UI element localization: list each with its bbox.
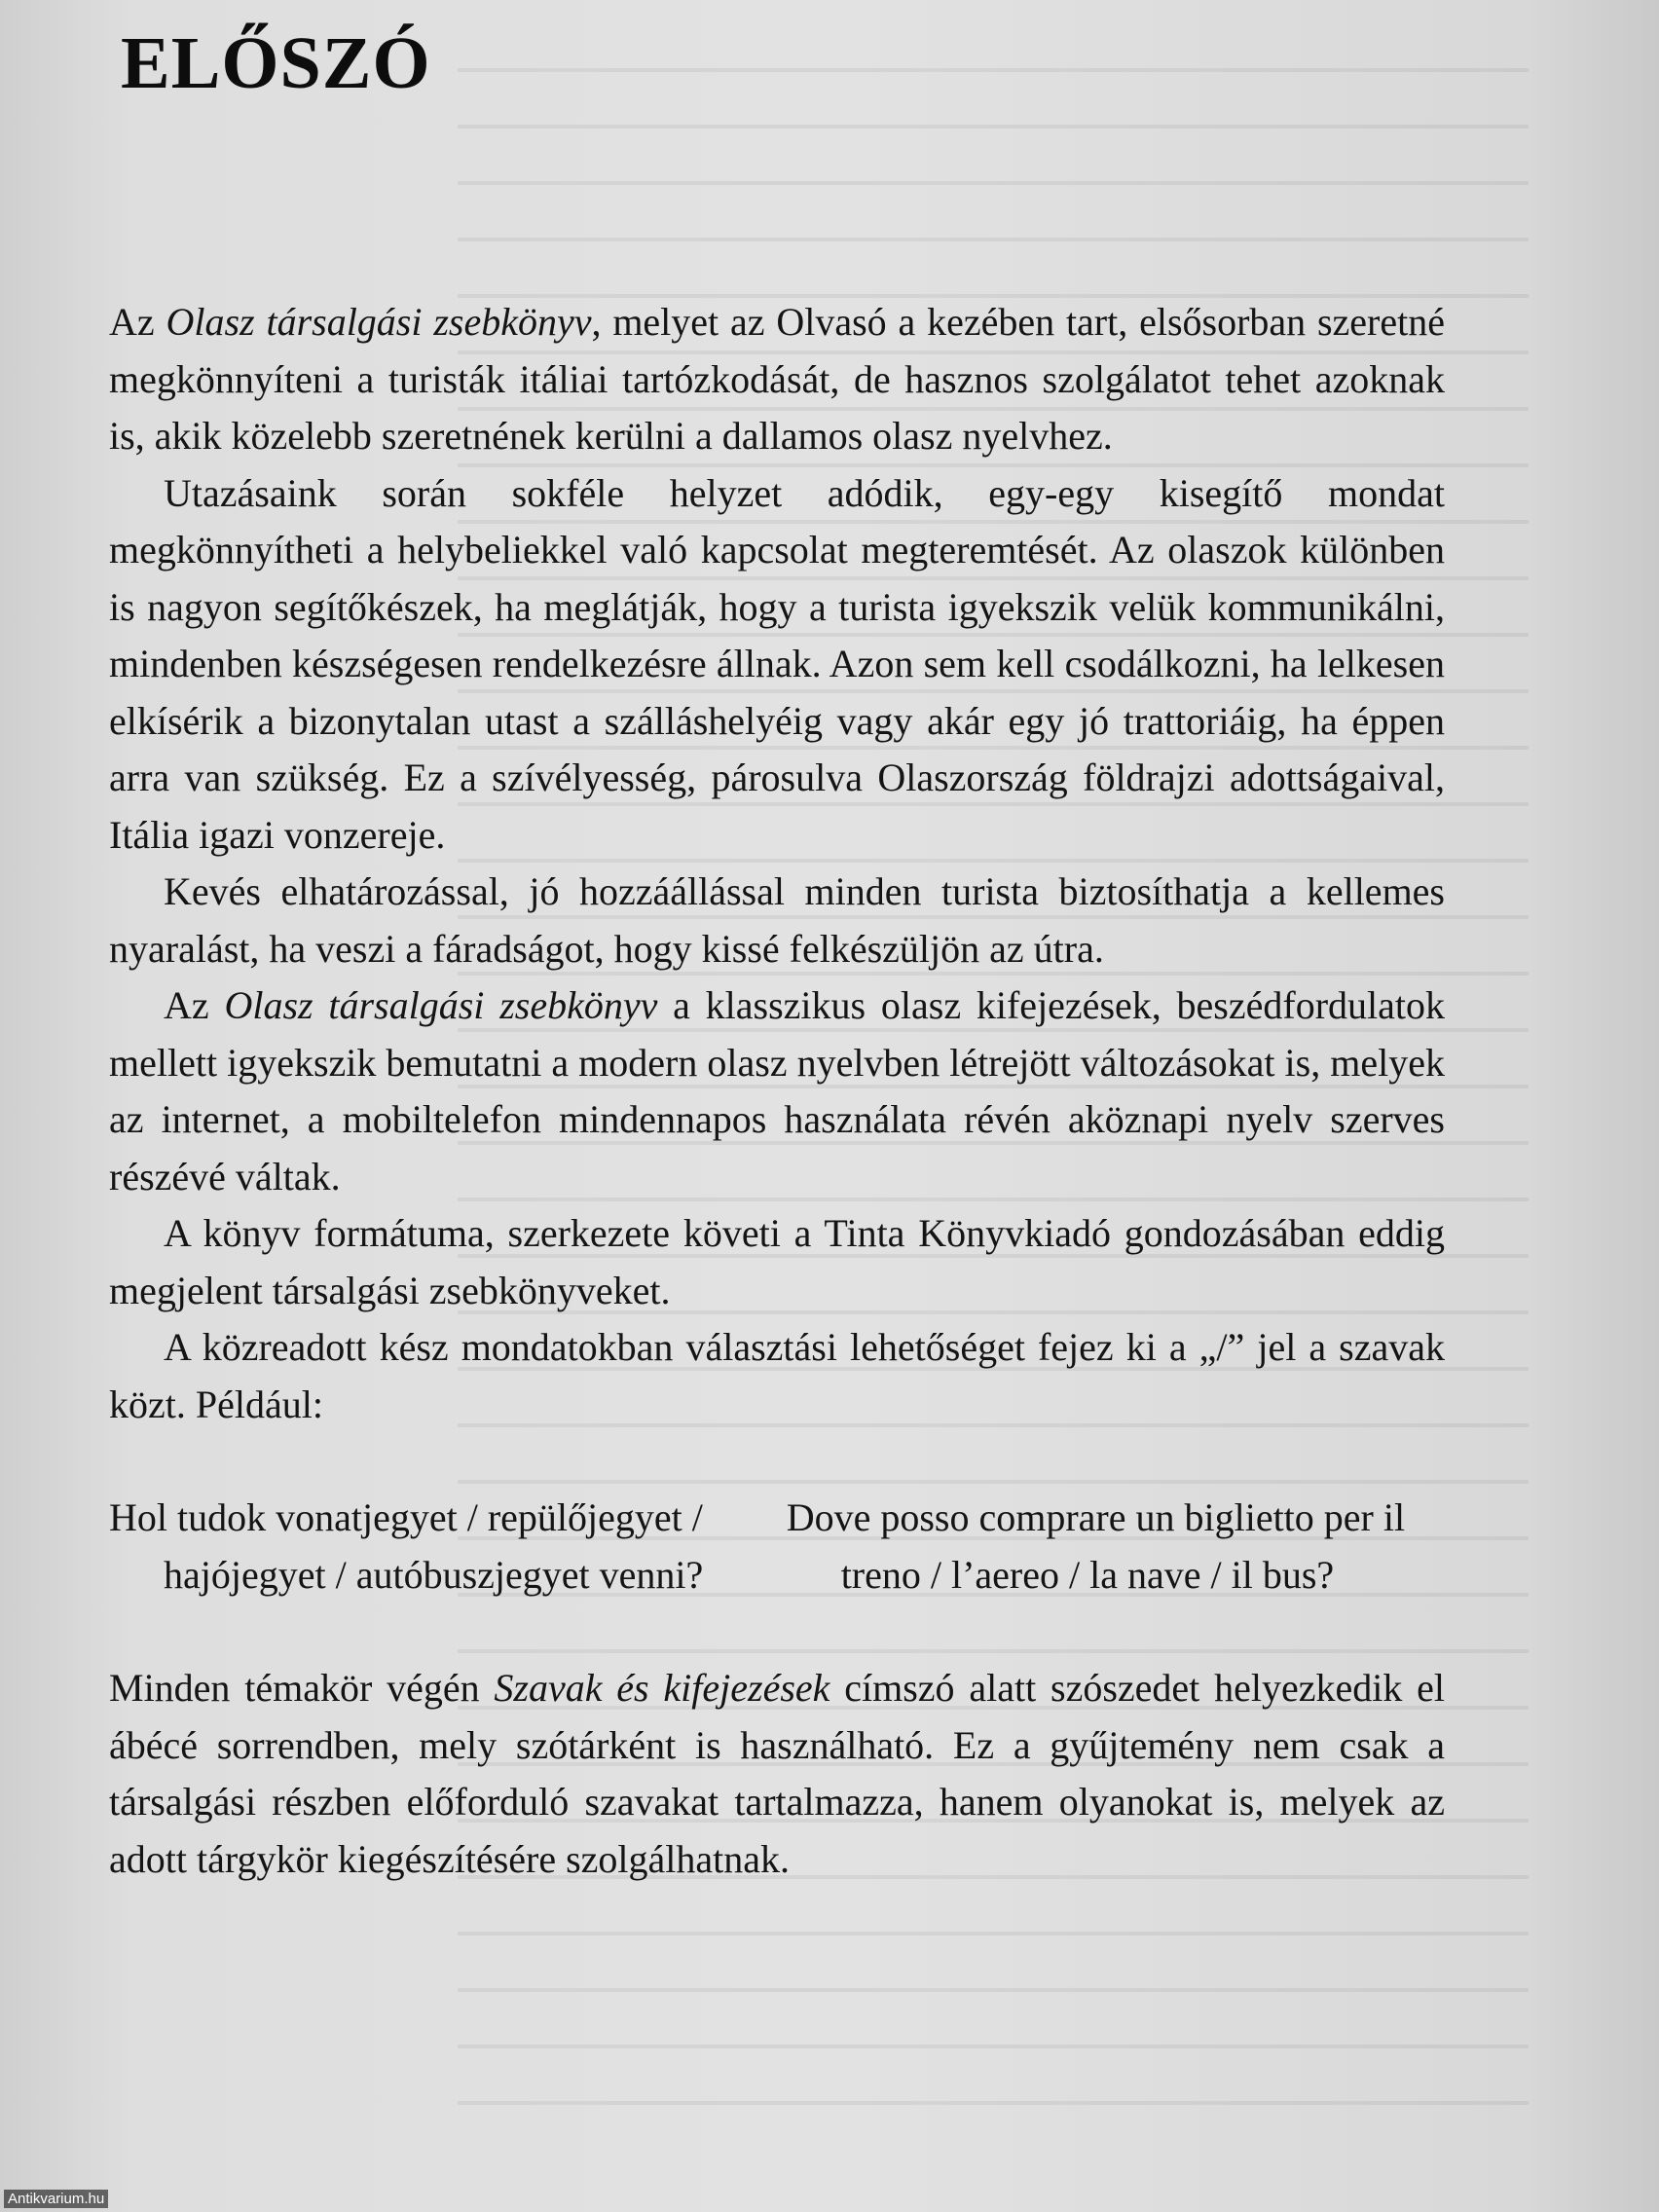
paragraph-2: Utazásaink során sokféle helyzet adódik, egy-egy kisegítő mondat megkönnyítheti a helybeliekkel való kapcsolat megteremtését. Az olaszok különben is nagyon segítőkészek, ha meglátják, hogy a turista igyekszik velük kommunikálni, mindenben készségesen rendelkezésre állnak. Azon sem kell csodálkozni, ha lelkesen elkísérik a bizonytalan utast a szálláshelyéig vagy akár egy jó trattoriáig, ha éppen arra van szükség. Ez a szívélyesség, párosulva Olaszország földrajzi adottságaival, Itália igazi vonzereje.	[109, 470, 1445, 857]
body-text	[109, 294, 1445, 1888]
book-title-italic: Olasz társalgási zsebkönyv	[166, 300, 592, 344]
paragraph-4	[109, 977, 1445, 1205]
paragraph-7-post: címszó alatt szószedet helyezkedik el ábécé sorrendben, mely szótárként is használható. Ez a gyűjtemény nem csak a társalgási részben előforduló szavakat tartalmazza, hanem olyanokat is, melyek az adott tárgykör kiegészítésére szolgálhatnak.	[109, 1666, 1445, 1881]
paragraph-4-post: a klasszikus olasz kifejezések, beszédfordulatok mellett igyekszik bemutatni a modern olasz nyelvben létrejött változásokat is, melyek az internet, a mobiltelefon mindennapos használata révén aköznapi nyelv szerves részévé váltak.	[109, 983, 1445, 1198]
paragraph-1	[109, 294, 1445, 465]
section-title-italic: Szavak és kifejezések	[494, 1666, 830, 1710]
paragraph-1-pre: Az	[109, 300, 166, 344]
example-sentence-pair	[109, 1490, 1445, 1604]
watermark: Antikvarium.hu	[4, 2190, 108, 2208]
paragraph-7	[109, 1660, 1445, 1888]
example-hungarian: Hol tudok vonatjegyet / repülőjegyet / hajójegyet / autóbuszjegyet venni?	[109, 1495, 704, 1597]
paragraph-3: Kevés elhatározással, jó hozzáállással minden turista biztosíthatja a kellemes nyaralást, ha veszi a fáradságot, hogy kissé felkészüljön az útra.	[109, 869, 1445, 971]
paragraph-1-post: , melyet az Olvasó a kezében tart, elsősorban szeretné megkönnyíteni a turisták itáliai tartózkodását, de hasznos szolgálatot tehet azoknak is, akik közelebb szeretnének kerülni a dallamos olasz nyelvhez.	[109, 300, 1446, 458]
paragraph-6: A közreadott kész mondatokban választási lehetőséget fejez ki a „/” jel a szavak közt. Például:	[109, 1325, 1445, 1426]
paragraph-7-pre: Minden témakör végén	[109, 1666, 495, 1710]
book-title-italic: Olasz társalgási zsebkönyv	[224, 983, 658, 1027]
example-italian: Dove posso comprare un biglietto per il treno / l’aereo / la nave / il bus?	[786, 1495, 1406, 1597]
paragraph-5: A könyv formátuma, szerkezete követi a Tinta Könyvkiadó gondozásában eddig megjelent társalgási zsebkönyveket.	[109, 1211, 1445, 1312]
paragraph-4-pre: Az	[164, 983, 225, 1027]
page-title: ELŐSZÓ	[121, 22, 431, 104]
